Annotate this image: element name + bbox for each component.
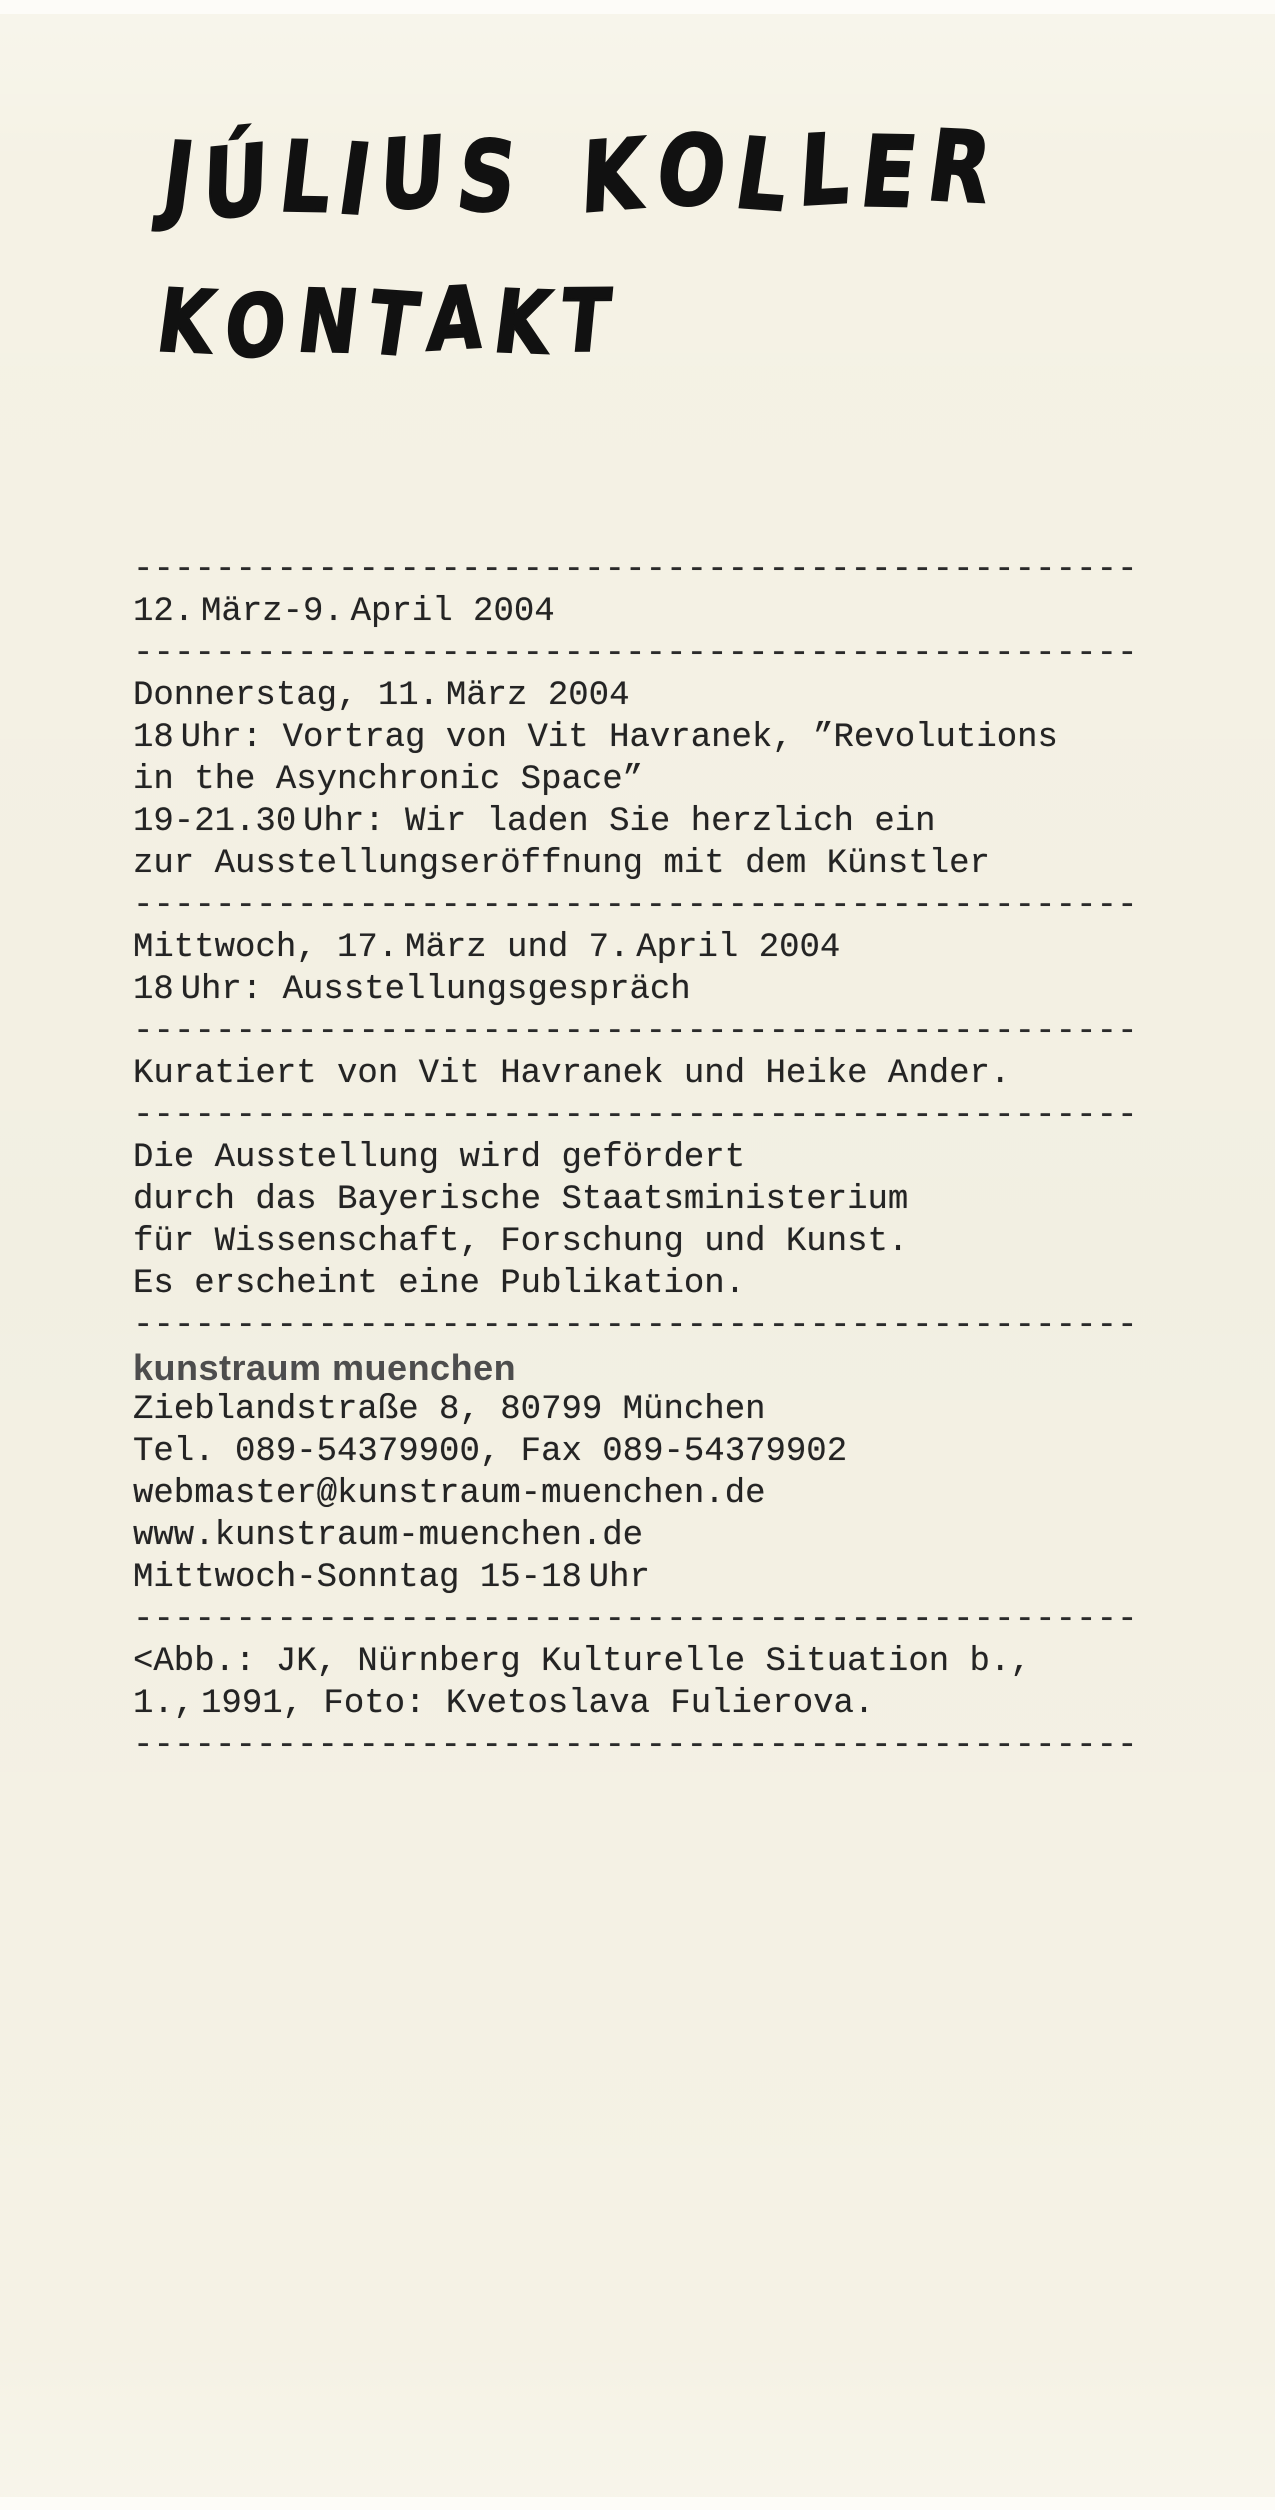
exhibition-artist-title: [156, 109, 998, 242]
handwritten-letter: L: [796, 112, 855, 229]
handwritten-letter: K: [578, 117, 646, 235]
text-line: 12. März-9. April 2004: [133, 593, 555, 631]
text-line: in the Asynchronic Space”: [133, 761, 644, 799]
handwritten-letter: I: [331, 122, 378, 238]
dashed-separator: -------------------------------------------------: [133, 551, 1138, 589]
handwriting-word-gap: [522, 208, 575, 209]
text-line: 19-21.30 Uhr: Wir laden Sie herzlich ein: [133, 803, 936, 841]
typewritten-info-block: [133, 549, 1143, 1767]
handwritten-letter: J: [156, 120, 201, 236]
text-line: Mittwoch-Sonntag 15-18 Uhr: [133, 1559, 650, 1597]
exhibition-name-title: [151, 267, 615, 380]
handwritten-letter: L: [274, 120, 338, 235]
text-line: 18 Uhr: Vortrag von Vit Havranek, ”Revolutions: [133, 719, 1058, 757]
text-line: Es erscheint eine Publikation.: [133, 1265, 746, 1303]
handwritten-letter: O: [650, 113, 733, 229]
handwritten-letter: E: [855, 115, 923, 230]
handwritten-letter: T: [361, 273, 425, 377]
dashed-separator: -------------------------------------------------: [133, 1601, 1138, 1639]
handwritten-letter: U: [376, 115, 448, 233]
handwritten-letter: Ú: [201, 122, 270, 242]
text-line: Zieblandstraße 8, 80799 München: [133, 1391, 766, 1429]
handwritten-letter: L: [729, 116, 797, 234]
text-line: durch das Bayerische Staatsministerium: [133, 1181, 909, 1219]
text-line: Donnerstag, 11. März 2004: [133, 677, 630, 715]
text-line: webmaster@kunstraum-muenchen.de: [133, 1475, 766, 1513]
dashed-separator: -------------------------------------------------: [133, 1097, 1138, 1135]
handwritten-letter: A: [425, 267, 487, 372]
dashed-separator: -------------------------------------------------: [133, 1307, 1138, 1345]
text-line: 18 Uhr: Ausstellungsgespräch: [133, 971, 691, 1009]
text-line: <Abb.: JK, Nürnberg Kulturelle Situation b.,: [133, 1643, 1031, 1681]
handwritten-letter: K: [151, 271, 220, 374]
text-line: Kuratiert von Vit Havranek und Heike Ander.: [133, 1055, 1011, 1093]
text-line: Tel. 089-54379900, Fax 089-54379902: [133, 1433, 848, 1471]
text-line: für Wissenschaft, Forschung und Kunst.: [133, 1223, 909, 1261]
handwritten-letter: S: [451, 119, 522, 235]
dashed-separator: -------------------------------------------------: [133, 1727, 1138, 1765]
text-line: 1., 1991, Foto: Kvetoslava Fulierova.: [133, 1685, 875, 1723]
venue-name: kunstraum muenchen: [133, 1347, 517, 1388]
handwritten-letter: T: [556, 271, 614, 372]
text-line: www.kunstraum-muenchen.de: [133, 1517, 644, 1555]
text-line: zur Ausstellungseröffnung mit dem Künstler: [133, 845, 990, 883]
handwritten-letter: R: [921, 109, 998, 226]
dashed-separator: -------------------------------------------------: [133, 1013, 1138, 1051]
text-line: Die Ausstellung wird gefördert: [133, 1139, 746, 1177]
dashed-separator: -------------------------------------------------: [133, 887, 1138, 925]
handwritten-letter: O: [222, 274, 288, 380]
dashed-separator: -------------------------------------------------: [133, 635, 1138, 673]
handwritten-letter: K: [488, 272, 556, 375]
handwritten-letter: N: [292, 271, 364, 374]
text-line: Mittwoch, 17. März und 7. April 2004: [133, 929, 841, 967]
